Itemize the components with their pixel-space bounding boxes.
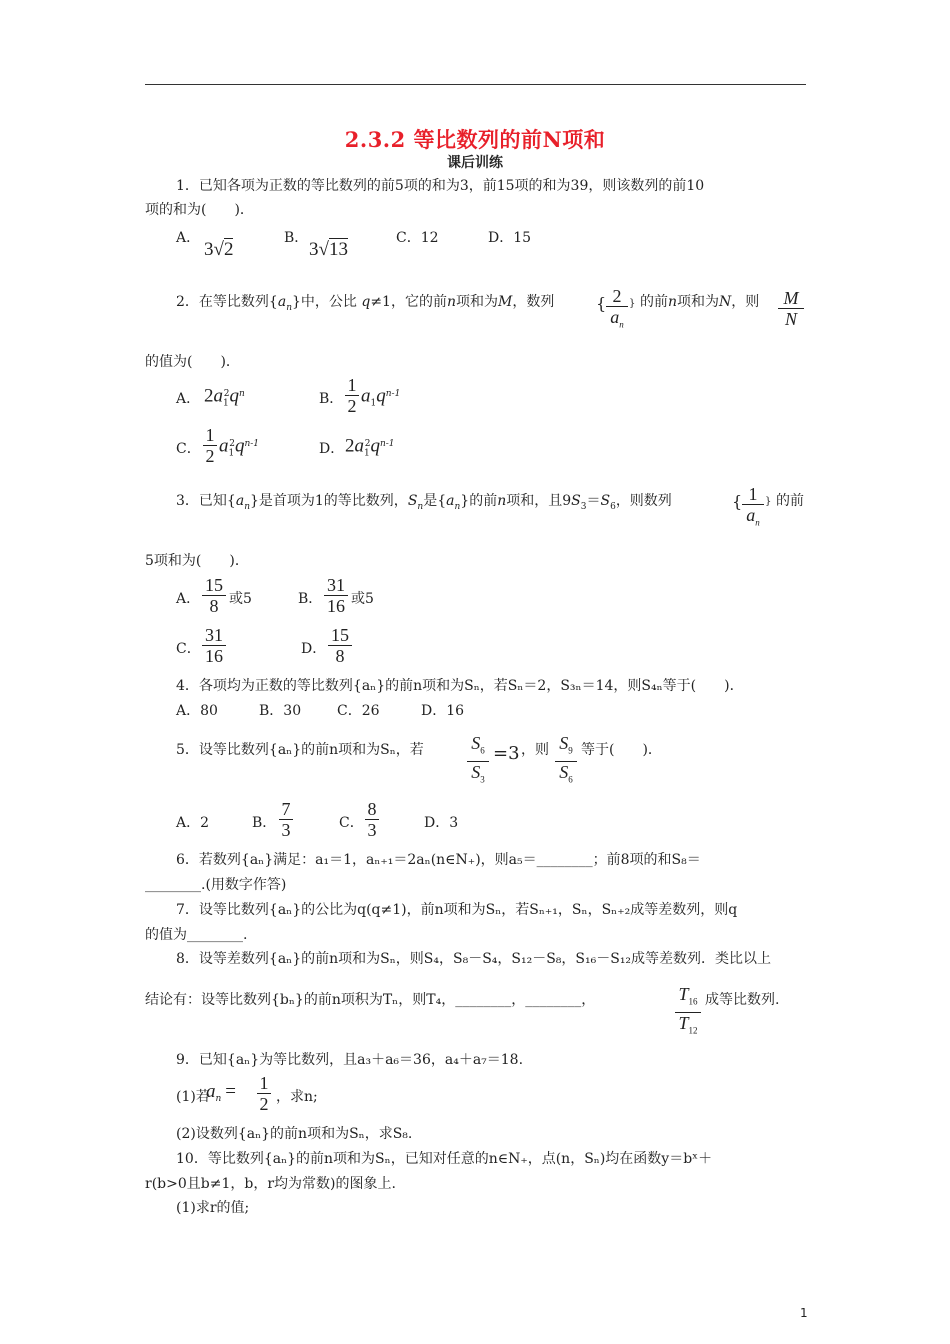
q5-eq-3: =3 xyxy=(493,743,520,764)
q2-option-b-label: B． xyxy=(319,391,344,407)
q6-line2: ________.(用数字作答) xyxy=(145,877,287,893)
q5-tail: 等于( )． xyxy=(581,742,662,758)
q5-then: ，则 xyxy=(521,742,549,758)
q5-option-c-label: C． xyxy=(339,815,364,831)
q5-option-c-fraction: 8 3 xyxy=(365,799,379,840)
q5-option-a: A．2 xyxy=(176,815,210,831)
q10-line1: 10．等比数列{aₙ}的前n项和为Sₙ，已知对任意的n∈N₊，点(n，Sₙ)均在函数y＝bˣ＋ xyxy=(176,1151,713,1167)
q9-part1-var: $a_n$ = xyxy=(206,1081,237,1104)
q4-line1: 4．各项均为正数的等比数列{aₙ}的前n项和为Sₙ，若Sₙ＝2，S₃ₙ＝14，则S₄ₙ等于( )． xyxy=(176,678,744,694)
q3-option-a-or: 或5 xyxy=(229,591,252,607)
q8-line1: 8．设等差数列{aₙ}的前n项和为Sₙ，则S₄，S₈－S₄，S₁₂－S₈，S₁₆－S₁₂成等差数列．类比以上 xyxy=(176,951,772,967)
q3-line1: 3．已知$\{a_n\}$是首项为1的等比数列，$S_n$是$\{a_n\}$的前n项和，且$9S_3=S_6$，则数列 xyxy=(176,493,672,512)
q9-part2: (2)设数列{aₙ}的前n项和为Sₙ，求S₈. xyxy=(176,1126,413,1142)
q9-line1: 9．已知{aₙ}为等比数列，且a₃＋a₆＝36，a₄＋a₇＝18. xyxy=(176,1052,524,1068)
q3-option-c-label: C． xyxy=(176,641,201,657)
q5-fraction-s9-over-s6: $S_9$ $S_6$ xyxy=(555,733,577,789)
q2-line1-tail: 的前n项和为N，则 xyxy=(640,294,760,310)
q4-option-c: C．26 xyxy=(337,703,380,719)
q2-option-c-math: $a_1^2q^{n-1}$ xyxy=(219,435,260,459)
q8-line2: 结论有：设等比数列{bₙ}的前n项积为Tₙ，则T₄，________，________， xyxy=(145,992,596,1008)
q7-line2: 的值为________. xyxy=(145,927,248,943)
q9-part1-lead: (1)若 xyxy=(176,1089,210,1105)
q2-open-brace-icon: { xyxy=(596,294,607,313)
q3-close-brace-icon: } xyxy=(765,496,772,507)
q6-line1: 6．若数列{aₙ}满足：a₁＝1，aₙ₊₁＝2aₙ(n∈N₊)，则a₅＝________；前8项的和S₈＝ xyxy=(176,852,701,868)
q9-part1-fraction: 1 2 xyxy=(257,1073,271,1114)
q2-option-a-math: $2a_1^2q^n$ xyxy=(204,385,245,409)
page-title: 2.3.2 等比数列的前N项和 xyxy=(344,127,606,152)
q1-option-a-math: 3√2 xyxy=(204,239,234,260)
q2-line1: 2．在等比数列$\{a_n\}$中，公比 q≠1，它的前n项和为M，数列 xyxy=(176,294,555,313)
q1-line2: 项的和为( )． xyxy=(145,202,254,218)
q2-option-c-label: C． xyxy=(176,441,201,457)
q2-line2: 的值为( )． xyxy=(145,354,240,370)
q7-line1: 7．设等比数列{aₙ}的公比为q(q≠1)，前n项和为Sₙ，若Sₙ₊₁，Sₙ，Sₙ₊₂成等差数列，则q xyxy=(176,902,738,918)
q1-option-d: D．15 xyxy=(488,230,532,246)
q2-close-brace-icon: } xyxy=(629,298,636,309)
q3-line2: 5项和为( )． xyxy=(145,553,249,569)
q3-option-c-fraction: 31 16 xyxy=(202,625,226,666)
q1-option-a-label: A． xyxy=(176,230,201,246)
q3-option-d-fraction: 15 8 xyxy=(328,625,352,666)
q3-option-a-label: A． xyxy=(176,591,201,607)
q3-option-b-fraction: 31 16 xyxy=(324,575,348,616)
q5-option-b-fraction: 7 3 xyxy=(279,799,293,840)
q2-option-c-half: 1 2 xyxy=(203,425,217,466)
q10-part1: (1)求r的值; xyxy=(176,1200,250,1216)
q3-option-d-label: D． xyxy=(301,641,327,657)
q5-option-d: D．3 xyxy=(424,815,459,831)
q1-option-c: C．12 xyxy=(396,230,439,246)
q1-line1: 1．已知各项为正数的等比数列的前5项的和为3，前15项的和为39，则该数列的前10 xyxy=(176,178,705,194)
q9-part1-tail: ，求n; xyxy=(276,1089,318,1105)
q2-option-b-half: 1 2 xyxy=(345,375,359,416)
q1-option-b-label: B． xyxy=(284,230,309,246)
q2-option-d-label: D． xyxy=(319,441,345,457)
page-number: 1 xyxy=(800,1306,808,1320)
q5-option-b-label: B． xyxy=(252,815,277,831)
q3-option-b-or: 或5 xyxy=(351,591,374,607)
q5-fraction-s6-over-s3: $S_6$ $S_3$ xyxy=(467,733,489,789)
q2-option-a-label: A． xyxy=(176,391,201,407)
q10-line2: r(b>0且b≠1，b，r均为常数)的图象上. xyxy=(145,1176,396,1192)
header-rule xyxy=(145,84,806,85)
q4-option-b: B．30 xyxy=(259,703,302,719)
q3-fraction-1-over-an: 1 $a_n$ xyxy=(742,484,764,533)
q4-option-a: A．80 xyxy=(176,703,218,719)
q3-line1-tail: 的前 xyxy=(776,493,804,509)
q2-option-b-math: $a_1q^{n-1}$ xyxy=(361,385,401,409)
q3-option-a-fraction: 15 8 xyxy=(202,575,226,616)
q2-option-d-math: $2a_1^2q^{n-1}$ xyxy=(345,435,395,459)
q5-lead: 5．设等比数列{aₙ}的前n项和为Sₙ，若 xyxy=(176,742,424,758)
q4-option-d: D．16 xyxy=(421,703,465,719)
q1-option-b-math: 3√13 xyxy=(309,239,348,260)
page-subtitle: 课后训练 xyxy=(447,155,503,171)
q8-tail: 成等比数列. xyxy=(705,992,780,1008)
q3-option-b-label: B． xyxy=(298,591,323,607)
q2-fraction-m-over-n: M N xyxy=(778,288,804,329)
q8-fraction-t16-over-t12: $T_{16}$ $T_{12}$ xyxy=(675,984,701,1040)
q3-open-brace-icon: { xyxy=(732,492,743,511)
q2-fraction-2-over-an: 2 $a_n$ xyxy=(606,286,628,335)
